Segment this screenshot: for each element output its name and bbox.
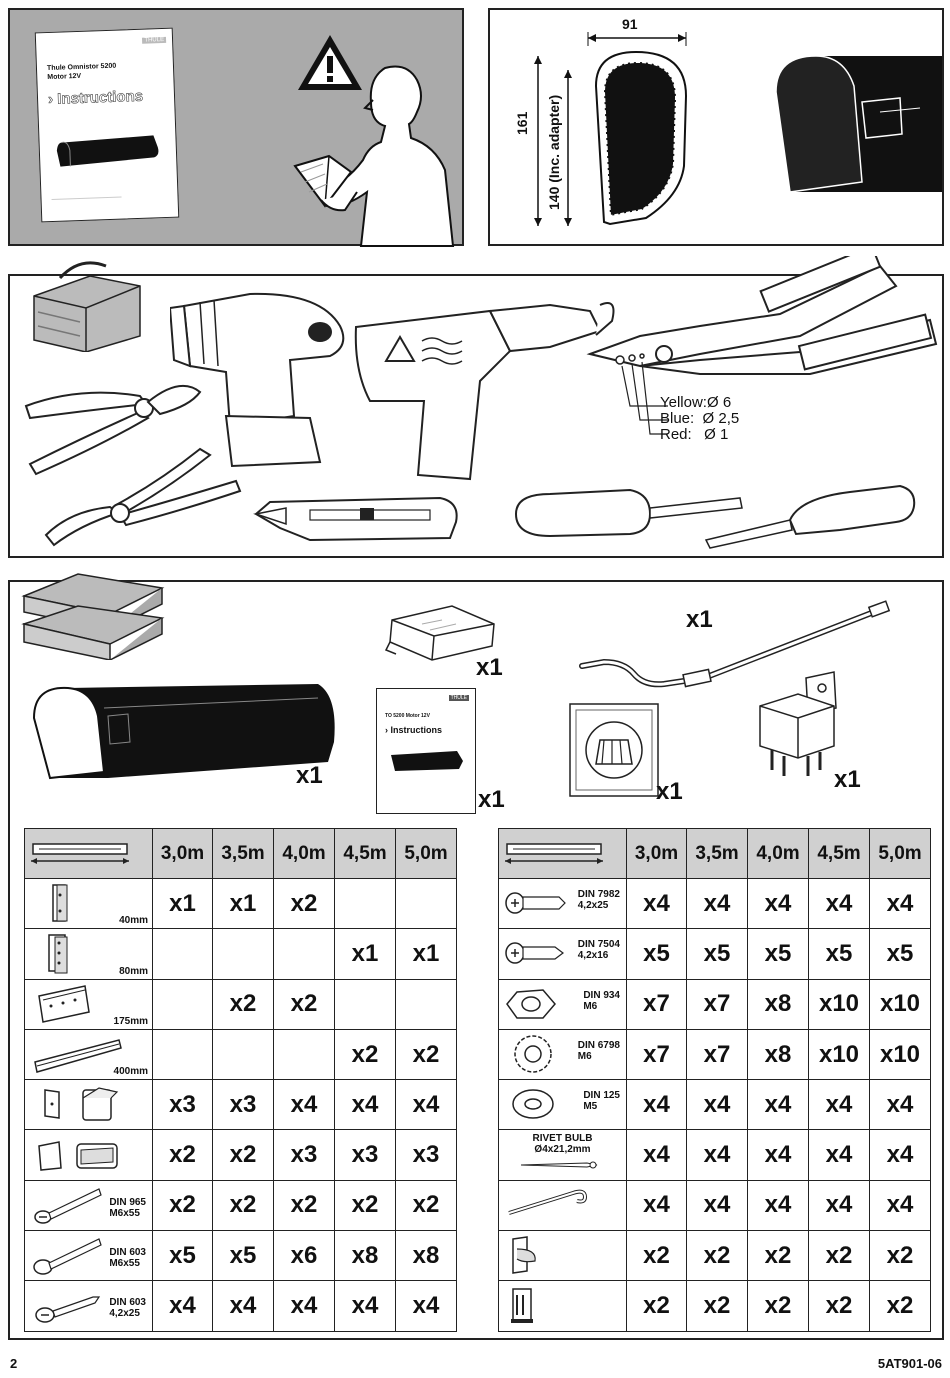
table-row <box>25 1029 457 1079</box>
quantity-cell: x3 <box>335 1130 396 1180</box>
quantity-cell: x4 <box>748 1180 809 1230</box>
quantity-cell: x2 <box>274 879 335 929</box>
manual-instructions-text: Instructions <box>56 87 144 108</box>
quantity-cell: x5 <box>748 929 809 979</box>
quantity-cell <box>153 979 213 1029</box>
quantity-cell: x8 <box>335 1231 396 1281</box>
part-label: DIN 603 M6x55 <box>109 1247 146 1270</box>
clip-cover-set-icon <box>29 1132 129 1176</box>
part-label: 80mm <box>119 965 148 977</box>
table-row <box>499 1281 931 1331</box>
part-label: DIN 965 M6x55 <box>109 1196 146 1219</box>
quantity-cell: x5 <box>687 929 748 979</box>
bracket-40mm-icon <box>29 881 89 925</box>
part-label: DIN 603 4,2x25 <box>109 1297 146 1320</box>
parts-manual-instructions-text: Instructions <box>390 725 443 735</box>
table-row <box>25 1130 457 1180</box>
manual-title-line2: Motor 12V <box>47 72 82 82</box>
quantity-cell: x4 <box>809 1130 870 1180</box>
screw-din7504-icon <box>503 931 567 971</box>
person-reading-illustration <box>285 60 475 248</box>
col-header: 3,0m <box>627 829 687 879</box>
quantity-cell: x2 <box>687 1281 748 1331</box>
part-label: 175mm <box>113 1015 148 1027</box>
bolt-din965-icon <box>29 1183 109 1227</box>
part-image-cell <box>499 1130 627 1180</box>
quantity-cell: x7 <box>627 1029 687 1079</box>
quantity-cell: x10 <box>870 979 931 1029</box>
quantity-cell: x4 <box>748 879 809 929</box>
table-row <box>499 1180 931 1230</box>
quantity-cell: x5 <box>809 929 870 979</box>
rivet-bulb-icon <box>517 1158 607 1172</box>
quantity-cell: x2 <box>274 1180 335 1230</box>
phillips-screwdriver-icon <box>700 484 920 554</box>
col-header: 4,5m <box>335 829 396 879</box>
quantity-cell: x4 <box>627 879 687 929</box>
quantity-cell: x2 <box>213 1130 274 1180</box>
utility-knife-icon <box>250 488 470 548</box>
crimp-label-red: Red: Ø 1 <box>660 426 729 443</box>
part-image-cell <box>25 1029 153 1079</box>
quantity-cell: x2 <box>870 1231 931 1281</box>
quantity-cell: x4 <box>870 1180 931 1230</box>
quantity-cell: x2 <box>809 1281 870 1331</box>
quantity-cell: x10 <box>809 979 870 1029</box>
quantity-cell: x4 <box>687 1130 748 1180</box>
quantity-cell: x2 <box>627 1281 687 1331</box>
table-row <box>25 1080 457 1130</box>
bracket-175mm-icon <box>29 982 99 1026</box>
quantity-cell: x4 <box>809 879 870 929</box>
part-image-cell <box>25 1281 153 1331</box>
bolt-din603-m6-icon <box>29 1233 109 1277</box>
awning-product-image <box>53 129 164 173</box>
col-header: 3,5m <box>687 829 748 879</box>
quantity-cell: x8 <box>748 1029 809 1079</box>
col-header: 4,0m <box>748 829 809 879</box>
col-header: 4,5m <box>809 829 870 879</box>
switch-qty: x1 <box>656 778 683 805</box>
height-adapter-value: 140 (Inc. adapter) <box>546 94 562 210</box>
quantity-cell <box>213 1029 274 1079</box>
quantity-cell: x4 <box>748 1130 809 1180</box>
part-image-cell <box>499 879 627 929</box>
quantity-cell: x4 <box>396 1281 457 1331</box>
length-header-icon <box>499 829 627 879</box>
quantity-cell <box>213 929 274 979</box>
dimensions-panel <box>488 8 944 246</box>
table-row <box>25 1281 457 1331</box>
quantity-cell: x7 <box>627 979 687 1029</box>
quantity-cell: x4 <box>627 1130 687 1180</box>
left-parts-table <box>24 828 457 1332</box>
awning-qty: x1 <box>296 762 323 789</box>
table-row <box>25 1231 457 1281</box>
table-row <box>499 1130 931 1180</box>
quantity-cell: x4 <box>870 1130 931 1180</box>
quantity-cell: x7 <box>687 1029 748 1079</box>
page-number: 2 <box>10 1356 18 1371</box>
table-row <box>499 879 931 929</box>
table-header-row <box>499 829 931 879</box>
quantity-cell <box>153 1029 213 1079</box>
table-row <box>499 979 931 1029</box>
parts-manual-awning-image <box>387 747 467 773</box>
table-row <box>25 879 457 929</box>
cordless-drill-icon <box>170 286 360 471</box>
part-label: RIVET BULB Ø4x21,2mm <box>532 1133 593 1156</box>
nut-din934-icon <box>503 982 567 1026</box>
quantity-cell: x2 <box>153 1180 213 1230</box>
quantity-cell: x2 <box>213 1180 274 1230</box>
quantity-cell: x5 <box>870 929 931 979</box>
quantity-cell: x4 <box>396 1080 457 1130</box>
quantity-cell: x3 <box>213 1080 274 1130</box>
quantity-cell: x4 <box>748 1080 809 1130</box>
part-image-cell <box>499 1281 627 1331</box>
crank-qty: x1 <box>686 606 713 633</box>
quantity-cell: x4 <box>809 1180 870 1230</box>
connector-block-icon <box>503 1283 543 1327</box>
quantity-cell <box>274 1029 335 1079</box>
control-box-qty: x1 <box>476 654 503 681</box>
part-label: 400mm <box>113 1066 148 1078</box>
quantity-cell: x4 <box>274 1080 335 1130</box>
quantity-cell: x2 <box>335 1180 396 1230</box>
parts-manual-instructions-word: › Instructions <box>385 725 443 735</box>
relay-qty: x1 <box>834 766 861 793</box>
quantity-cell: x5 <box>153 1231 213 1281</box>
quantity-cell: x3 <box>396 1130 457 1180</box>
hook-icon <box>503 1183 603 1219</box>
part-image-cell <box>499 1180 627 1230</box>
table-header-row <box>25 829 457 879</box>
width-dimension-line <box>580 18 700 46</box>
quantity-cell: x2 <box>153 1130 213 1180</box>
col-header: 3,5m <box>213 829 274 879</box>
part-image-cell <box>499 1080 627 1130</box>
table-row <box>25 929 457 979</box>
quantity-cell: x6 <box>274 1231 335 1281</box>
awning-cassette-icon <box>28 682 338 782</box>
part-image-cell <box>25 1130 153 1180</box>
lock-washer-din6798-icon <box>503 1032 567 1076</box>
part-label: 40mm <box>119 915 148 927</box>
packaging-box-icon <box>18 570 168 660</box>
endcap-profile-drawing <box>586 46 696 232</box>
quantity-cell: x2 <box>396 1180 457 1230</box>
manual-instructions-word: › Instructions <box>47 87 144 109</box>
quantity-cell: x10 <box>870 1029 931 1079</box>
toolbox-icon <box>20 256 150 352</box>
part-image-cell <box>499 1029 627 1079</box>
col-header: 5,0m <box>396 829 457 879</box>
col-header: 5,0m <box>870 829 931 879</box>
part-label: DIN 934 M6 <box>583 989 620 1012</box>
parts-manual-brand: THULE <box>450 695 467 701</box>
part-image-cell <box>499 979 627 1029</box>
washer-din125-icon <box>503 1082 567 1126</box>
instructions-panel <box>8 8 464 246</box>
part-label: DIN 7504 4,2x16 <box>577 939 620 962</box>
manual-title-line1: Thule Omnistor 5200 <box>46 62 117 73</box>
cable-clip-icon <box>503 1233 543 1277</box>
quantity-cell: x8 <box>748 979 809 1029</box>
quantity-cell: x2 <box>809 1231 870 1281</box>
quantity-cell <box>274 929 335 979</box>
parts-manual-cover <box>376 688 476 814</box>
quantity-cell <box>335 879 396 929</box>
quantity-cell <box>335 979 396 1029</box>
quantity-cell: x4 <box>213 1281 274 1331</box>
quantity-cell: x3 <box>274 1130 335 1180</box>
col-header: 4,0m <box>274 829 335 879</box>
quantity-cell: x7 <box>687 979 748 1029</box>
right-parts-table <box>498 828 931 1332</box>
cassette-length-icon <box>499 841 609 867</box>
part-label: DIN 7982 4,2x25 <box>577 889 620 911</box>
col-header: 3,0m <box>153 829 213 879</box>
table-row <box>499 929 931 979</box>
quantity-cell: x4 <box>335 1080 396 1130</box>
wall-switch-icon <box>566 700 662 800</box>
cassette-length-icon <box>25 841 135 867</box>
screw-din7982-icon <box>503 881 567 921</box>
quantity-cell <box>396 979 457 1029</box>
crimp-label-blue: Blue: Ø 2,5 <box>660 410 740 427</box>
quantity-cell: x2 <box>748 1281 809 1331</box>
quantity-cell: x4 <box>335 1281 396 1331</box>
crimp-label-yellow: Yellow:Ø 6 <box>660 394 732 411</box>
screw-din603-4-2-icon <box>29 1283 109 1327</box>
quantity-cell: x1 <box>335 929 396 979</box>
quantity-cell: x2 <box>687 1231 748 1281</box>
quantity-cell: x1 <box>396 929 457 979</box>
manual-qty: x1 <box>478 786 505 813</box>
quantity-cell: x2 <box>274 979 335 1029</box>
quantity-cell: x5 <box>213 1231 274 1281</box>
document-code: 5AT901-06 <box>877 1356 942 1371</box>
part-label: DIN 125 M5 <box>583 1090 620 1113</box>
quantity-cell: x8 <box>396 1231 457 1281</box>
quantity-cell: x2 <box>396 1029 457 1079</box>
quantity-cell <box>396 879 457 929</box>
table-row <box>25 979 457 1029</box>
quantity-cell <box>153 929 213 979</box>
parts-panel <box>8 580 944 1340</box>
part-image-cell <box>25 879 153 929</box>
quantity-cell: x4 <box>687 1080 748 1130</box>
length-header-icon <box>25 829 153 879</box>
table-row <box>25 1180 457 1230</box>
bracket-cap-set-icon <box>29 1082 129 1126</box>
quantity-cell: x4 <box>687 1180 748 1230</box>
manual-brand: THULE <box>144 36 165 44</box>
quantity-cell: x4 <box>687 879 748 929</box>
part-image-cell <box>25 1180 153 1230</box>
part-image-cell <box>25 979 153 1029</box>
quantity-cell: x1 <box>213 879 274 929</box>
part-image-cell <box>25 1080 153 1130</box>
part-image-cell <box>25 1231 153 1281</box>
table-row <box>499 1029 931 1079</box>
part-image-cell <box>499 929 627 979</box>
quantity-cell: x2 <box>335 1029 396 1079</box>
quantity-cell: x3 <box>153 1080 213 1130</box>
bracket-80mm-icon <box>29 931 89 975</box>
parts-manual-title: TO 5200 Motor 12V <box>385 713 430 719</box>
quantity-cell: x10 <box>809 1029 870 1079</box>
quantity-cell: x4 <box>274 1281 335 1331</box>
awning-end-perspective <box>770 42 942 222</box>
table-row <box>499 1231 931 1281</box>
table-row <box>499 1080 931 1130</box>
height-total-value: 161 <box>514 111 530 135</box>
quantity-cell: x2 <box>213 979 274 1029</box>
quantity-cell: x4 <box>870 1080 931 1130</box>
quantity-cell: x4 <box>153 1281 213 1331</box>
quantity-cell: x2 <box>870 1281 931 1331</box>
quantity-cell: x4 <box>627 1080 687 1130</box>
quantity-cell: x1 <box>153 879 213 929</box>
quantity-cell: x4 <box>870 879 931 929</box>
quantity-cell: x4 <box>809 1080 870 1130</box>
tools-panel <box>8 274 944 558</box>
manual-cover <box>35 28 180 223</box>
part-image-cell <box>499 1231 627 1281</box>
quantity-cell: x2 <box>748 1231 809 1281</box>
quantity-cell: x2 <box>627 1231 687 1281</box>
part-image-cell <box>25 929 153 979</box>
width-value: 91 <box>622 16 638 32</box>
part-label: DIN 6798 M6 <box>577 1039 620 1062</box>
quantity-cell: x5 <box>627 929 687 979</box>
quantity-cell: x4 <box>627 1180 687 1230</box>
